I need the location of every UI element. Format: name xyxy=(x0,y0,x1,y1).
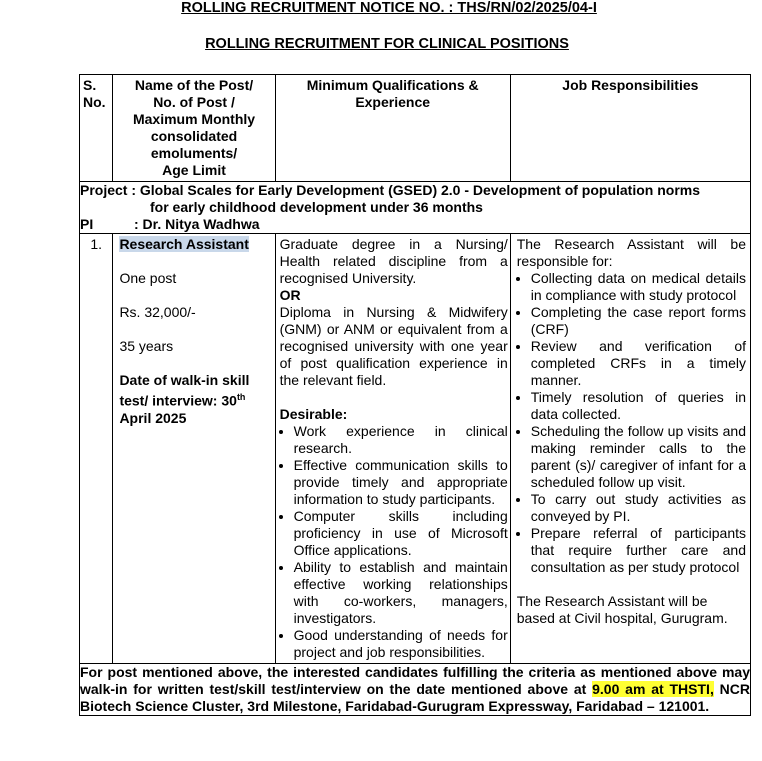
header-sno xyxy=(80,75,113,182)
post-age: 35 years xyxy=(119,338,174,354)
qual-para2: Diploma in Nursing & Midwifery (GNM) or ANM or equivalent from a recognised university with one year of post qualification experience in the relevant field. xyxy=(279,304,508,388)
desirable-label: Desirable: xyxy=(279,406,348,422)
responsibility-item: • Collecting data on medical details in compliance with study protocol xyxy=(531,270,746,304)
header-post-line: Age Limit xyxy=(162,162,226,178)
walkin-date xyxy=(119,372,268,427)
header-post-line: Maximum Monthly xyxy=(132,111,256,127)
header-post-line: emoluments/ xyxy=(150,145,238,161)
header-sno-line: No. xyxy=(83,94,106,110)
post-name: Research Assistant xyxy=(119,236,249,252)
header-post-line: No. of Post / xyxy=(153,94,235,110)
walkin-date-text: Date of walk-in skill test/ interview: 30 xyxy=(119,372,250,409)
header-resp-line: Job Responsibilities xyxy=(562,77,699,93)
qual-or: OR xyxy=(279,287,301,303)
desirable-item: • Effective communication skills to provide timely and appropriate information to study participants. xyxy=(294,457,508,508)
responsibilities xyxy=(510,234,750,664)
qual-para1: Graduate degree in a Nursing/ Health related discipline from a recognised University. xyxy=(279,236,508,286)
project-cell xyxy=(80,182,751,234)
responsibility-item: • Prepare referral of participants that require further care and consultation as per study protocol xyxy=(531,525,746,576)
desirable-item: • Ability to establish and maintain effective working relationships with co-workers, managers, investigators. xyxy=(294,559,508,627)
desirable-item: • Good understanding of needs for project and job responsibilities. xyxy=(294,627,508,661)
responsibility-item: • Completing the case report forms (CRF) xyxy=(531,304,746,338)
header-row xyxy=(80,75,751,182)
header-post-line: consolidated xyxy=(150,128,238,144)
responsibility-item: • Review and verification of completed CRFs in a timely manner. xyxy=(531,338,746,389)
footer-text-1: For post mentioned above, the interested candidates fulfilling the criteria as mentioned above may walk-in for written test/skill test/interview on the date mentioned above at xyxy=(80,664,750,697)
qualifications xyxy=(275,234,510,664)
responsibility-item: • Timely resolution of queries in data collected. xyxy=(531,389,746,423)
header-post xyxy=(113,75,275,182)
notice-title: ROLLING RECRUITMENT NOTICE NO. : THS/RN/02/2025/04-I xyxy=(181,0,597,16)
resp-intro: The Research Assistant will be responsible for: xyxy=(516,236,746,269)
project-title-line2: for early childhood development under 36 months xyxy=(150,199,483,215)
footer-text-2: NCR Biotech Science Cluster, 3rd Milestone, Faridabad-Gurugram Expressway, Faridabad – 121001. xyxy=(80,681,750,714)
recruitment-table xyxy=(79,74,751,716)
project-title: Global Scales for Early Development (GSED) 2.0 - Development of population norms xyxy=(139,182,701,198)
footer-highlight: 9.00 am at THSTI, xyxy=(592,681,714,697)
desirable-list xyxy=(280,423,508,661)
row-sno: 1. xyxy=(80,234,113,664)
post-count: One post xyxy=(119,270,177,286)
responsibility-item: • Scheduling the follow up visits and making reminder calls to the parent (s)/ caregiver of infant for a scheduled follow up visit. xyxy=(531,423,746,491)
header-qual-line: Experience xyxy=(355,94,431,110)
header-qualifications xyxy=(275,75,510,182)
pi-label: PI xyxy=(80,216,94,232)
resp-location: The Research Assistant will be based at Civil hospital, Gurugram. xyxy=(516,593,728,626)
notice-subtitle: ROLLING RECRUITMENT FOR CLINICAL POSITIONS xyxy=(205,36,569,52)
post-details xyxy=(113,234,275,664)
desirable-item: • Work experience in clinical research. xyxy=(294,423,508,457)
responsibility-list xyxy=(517,270,746,576)
project-row xyxy=(80,182,751,234)
header-post-line: Name of the Post/ xyxy=(134,77,254,93)
walkin-date-year: April 2025 xyxy=(119,409,187,426)
post-row xyxy=(80,234,751,664)
desirable-item: • Computer skills including proficiency in use of Microsoft Office applications. xyxy=(294,508,508,559)
header-responsibilities xyxy=(510,75,750,182)
post-salary: Rs. 32,000/- xyxy=(119,304,196,320)
footer-row xyxy=(80,664,751,716)
walkin-date-sup: th xyxy=(236,392,246,402)
header-qual-line: Minimum Qualifications & xyxy=(306,77,479,93)
project-label: Project : xyxy=(80,182,137,198)
header-sno-line: S. xyxy=(83,77,97,93)
responsibility-item: • To carry out study activities as conveyed by PI. xyxy=(531,491,746,525)
footer-note xyxy=(80,664,751,716)
pi-value: : Dr. Nitya Wadhwa xyxy=(134,216,260,232)
